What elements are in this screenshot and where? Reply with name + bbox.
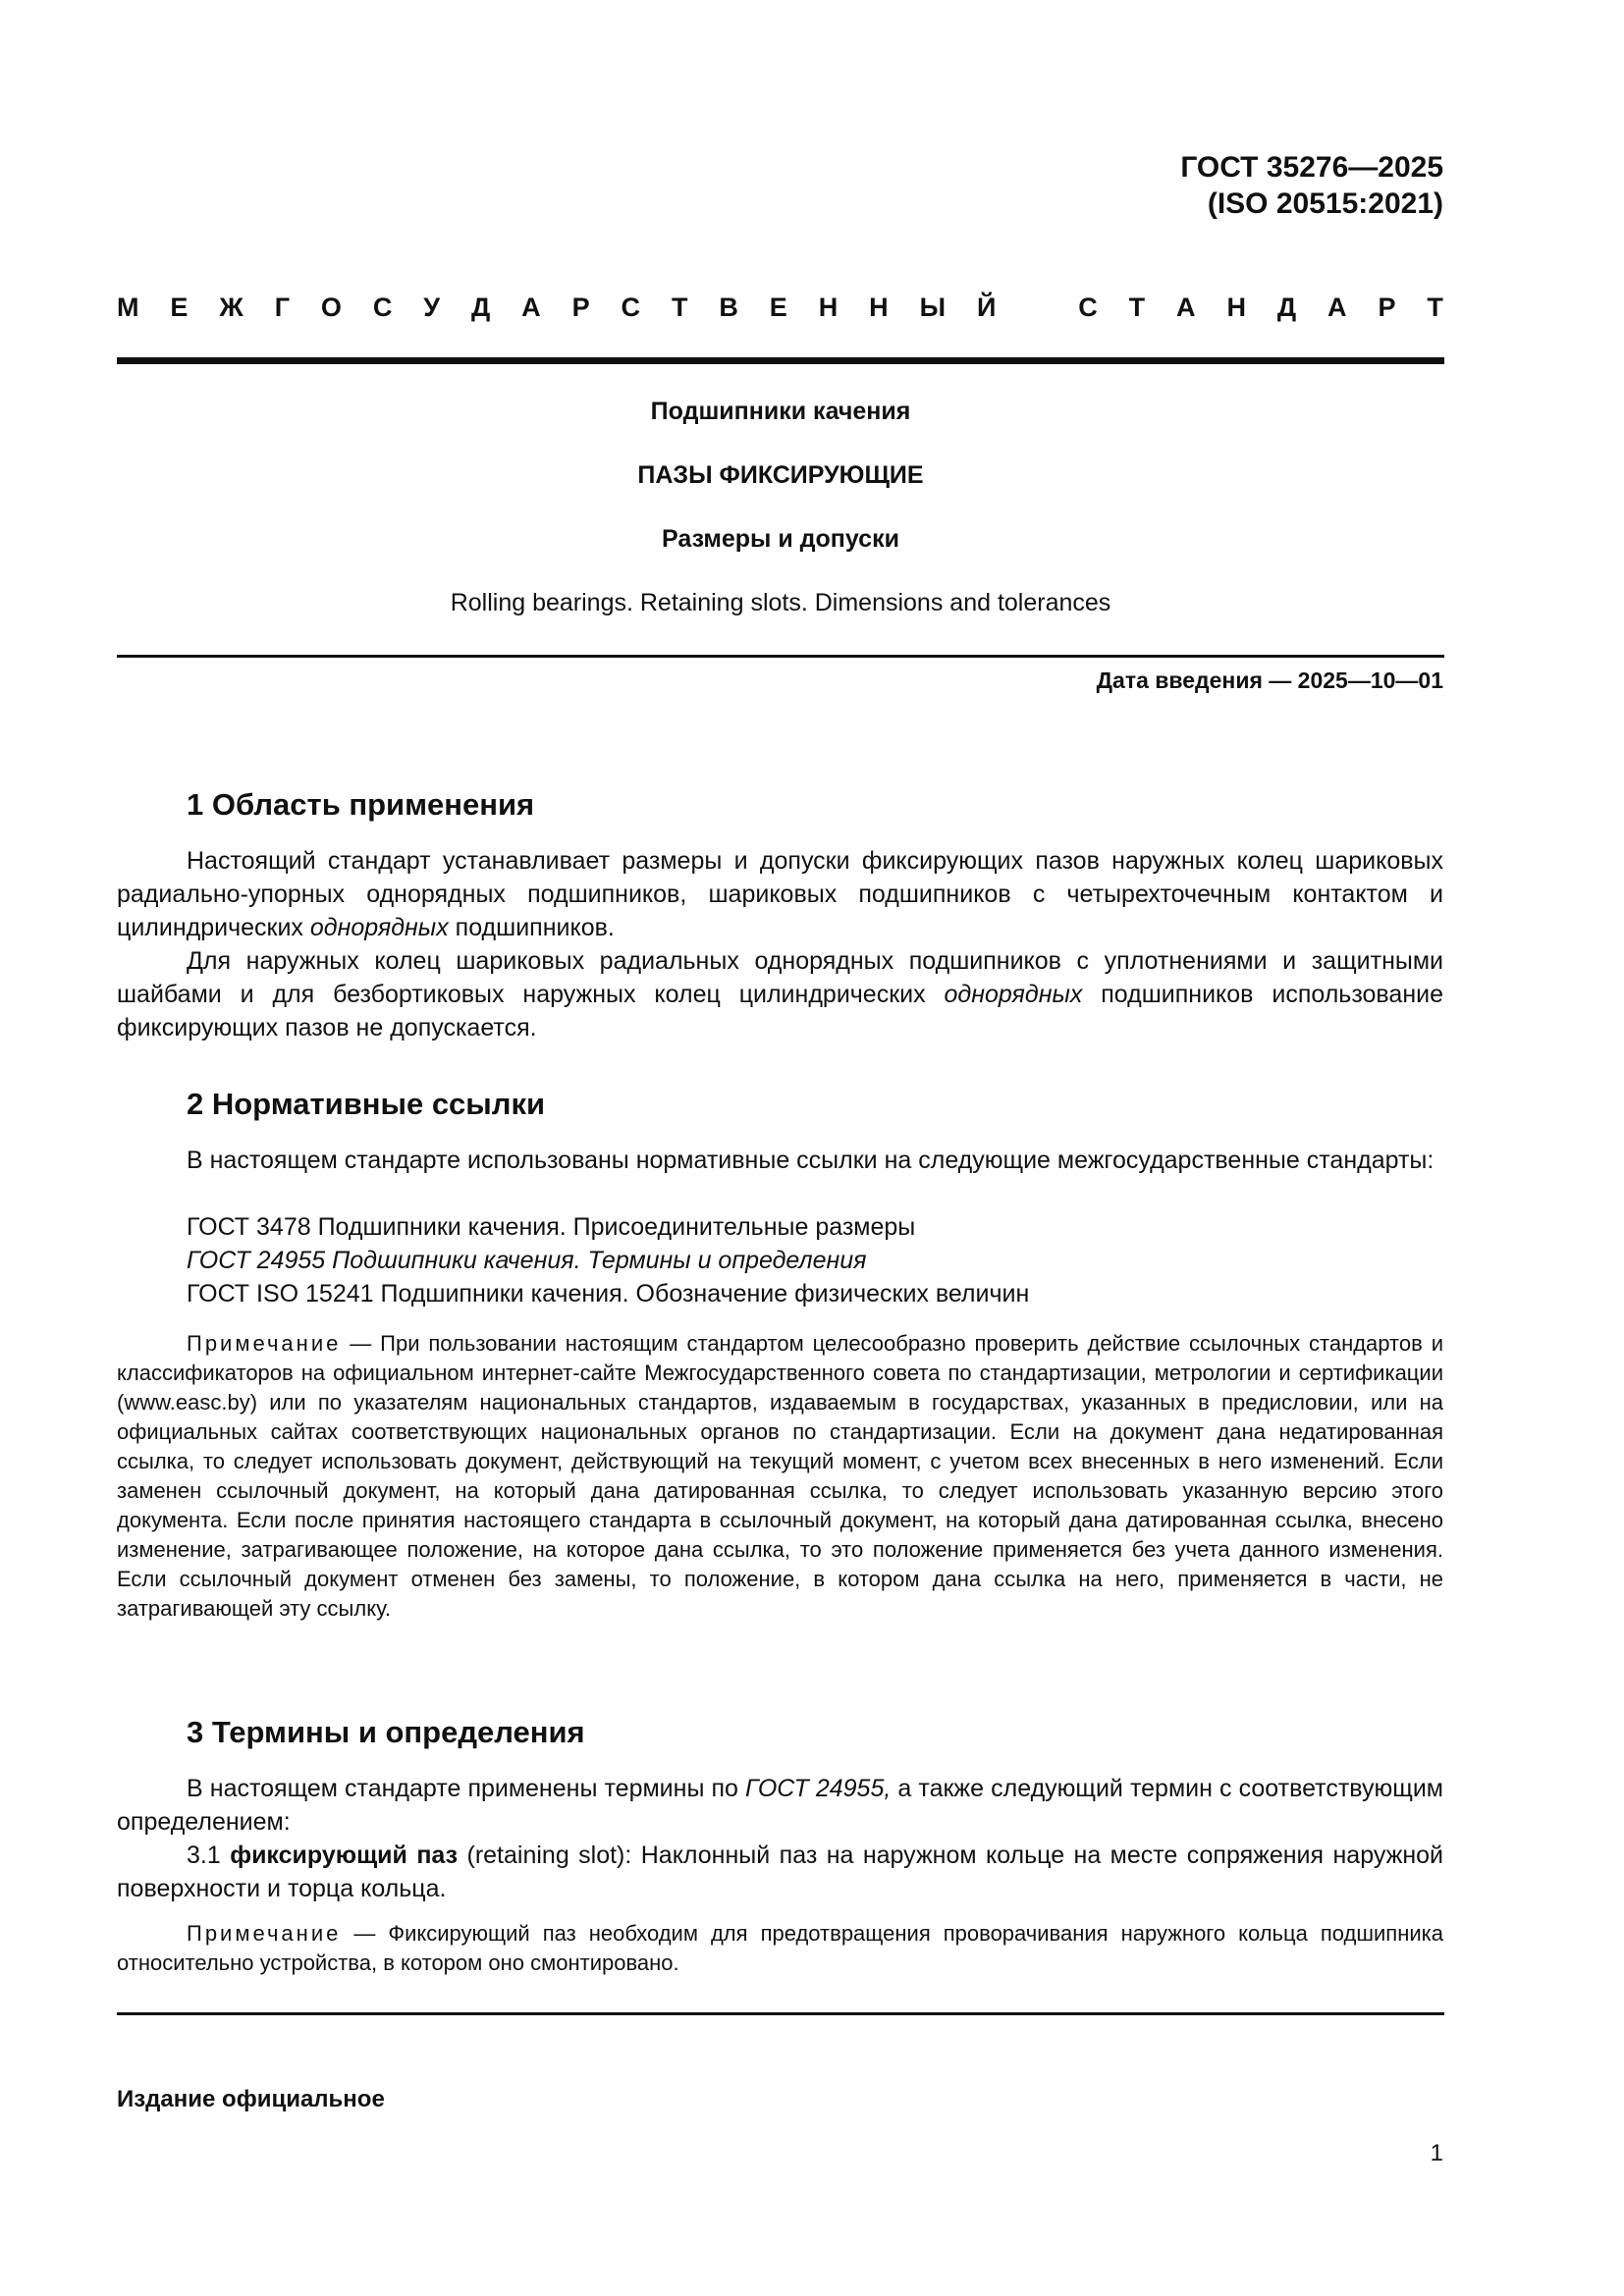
section-3-heading: 3 Термины и определения (187, 1715, 585, 1749)
banner-letter: А (1176, 293, 1196, 322)
section-1-heading: 1 Область применения (187, 787, 535, 822)
term-name: фиксирующий паз (230, 1842, 459, 1869)
section-1-paragraph-1: Настоящий стандарт устанавливает размеры и допуски фиксирующих пазов наружных колец шариковых радиально-упорных однорядных подшипников, шариковых подшипников с четырехточечным контактом и цилиндрических однорядных подшипников. (117, 847, 1443, 941)
banner-letter: Й (976, 293, 997, 322)
title-group: Подшипники качения (650, 398, 911, 425)
reference-gost-iso-15241: ГОСТ ISO 15241 Подшипники качения. Обозначение физических величин (187, 1280, 1030, 1308)
section-3-paragraph-1: В настоящем стандарте применены термины по ГОСТ 24955, а также следующий термин с соответствующим определением: (117, 1775, 1443, 1836)
interstate-standard-banner (117, 293, 1443, 323)
banner-letter: В (719, 293, 738, 322)
banner-letter: Д (471, 293, 491, 322)
iso-number: (ISO 20515:2021) (1207, 187, 1443, 220)
banner-letter: С (1078, 293, 1098, 322)
reference-gost-24955: ГОСТ 24955 Подшипники качения. Термины и определения (187, 1247, 867, 1274)
banner-letter: Н (869, 293, 889, 322)
banner-letter: С (372, 293, 393, 322)
banner-letter: Д (1276, 293, 1297, 322)
banner-letter: Ж (219, 293, 244, 322)
note-label: Примечание (187, 1921, 342, 1946)
title-english: Rolling bearings. Retaining slots. Dimensions and tolerances (450, 589, 1111, 616)
banner-letter: Т (1427, 293, 1443, 322)
banner-letter: Т (1128, 293, 1146, 322)
banner-letter: Ы (919, 293, 947, 322)
footer-rule (117, 2012, 1444, 2015)
header-rule (117, 357, 1444, 364)
section-1-paragraph-2: Для наружных колец шариковых радиальных однорядных подшипников с уплотнениями и защитными шайбами и для безбортиковых наружных колец цилиндрических однорядных подшипников использование фиксирующих пазов не допускается. (117, 947, 1443, 1041)
banner-letter: Р (1378, 293, 1396, 322)
banner-letter: Е (170, 293, 189, 322)
section-2-note: Примечание — При пользовании настоящим стандартом целесообразно проверить действие ссылочных стандартов и классификаторов на официальном интернет-сайте Межгосударственного совета по стандартизации, метрологии и сертификации (www.easc.by) или по указателям национальных стандартов, издаваемым в государствах, указанных в предисловии, или на официальных сайтах соответствующих национальных органов по стандартизации. Если на документ дана недатированная ссылка, то следует использовать документ, действующий на текущий момент, с учетом всех внесенных в него изменений. Если заменен ссылочный документ, на который дана датированная ссылка, то следует использовать указанную версию этого документа. Если после принятия настоящего стандарта в ссылочный документ, на который дана датированная ссылка, внесено изменение, затрагивающее положение, на которое дана ссылка, то это положение применяется без учета данного изменения. Если ссылочный документ отменен без замены, то положение, в котором дана ссылка на него, применяется в части, не затрагивающей эту ссылку. (117, 1331, 1443, 1621)
banner-letter: А (521, 293, 541, 322)
banner-letter: А (1327, 293, 1347, 322)
note-label: Примечание (187, 1331, 342, 1356)
banner-letter: С (621, 293, 641, 322)
banner-letter: У (423, 293, 441, 322)
title-subtitle: Размеры и допуски (662, 525, 899, 553)
section-3-note: Примечание — Фиксирующий паз необходим для предотвращения проворачивания наружного кольца подшипника относительно устройства, в котором оно смонтировано. (117, 1921, 1443, 1975)
reference-gost-3478: ГОСТ 3478 Подшипники качения. Присоединительные размеры (187, 1213, 916, 1241)
banner-letter: М (117, 293, 139, 322)
standard-designation (1180, 149, 1443, 222)
introduction-date: Дата введения — 2025—10—01 (1096, 667, 1443, 693)
banner-letter: Н (818, 293, 839, 322)
banner-letter: Р (571, 293, 590, 322)
section-2-heading: 2 Нормативные ссылки (187, 1087, 546, 1121)
banner-letter: Г (274, 293, 290, 322)
banner-letter: Н (1226, 293, 1246, 322)
banner-word-gap (1027, 293, 1047, 323)
banner-letter: О (320, 293, 342, 322)
title-main: ПАЗЫ ФИКСИРУЮЩИЕ (637, 461, 924, 489)
banner-letter: Т (671, 293, 688, 322)
term-3-1: 3.1 фиксирующий паз (retaining slot): Наклонный паз на наружном кольце на месте сопряжения наружной поверхности и торца кольца. (117, 1842, 1443, 1902)
standard-number: ГОСТ 35276—2025 (1180, 151, 1443, 184)
section-2-paragraph-1: В настоящем стандарте использованы нормативные ссылки на следующие межгосударственные стандарты: (187, 1147, 1435, 1174)
official-edition-label: Издание официальное (117, 2086, 385, 2112)
title-rule (117, 655, 1444, 658)
page-number: 1 (1430, 2140, 1443, 2166)
banner-letter: Е (769, 293, 787, 322)
